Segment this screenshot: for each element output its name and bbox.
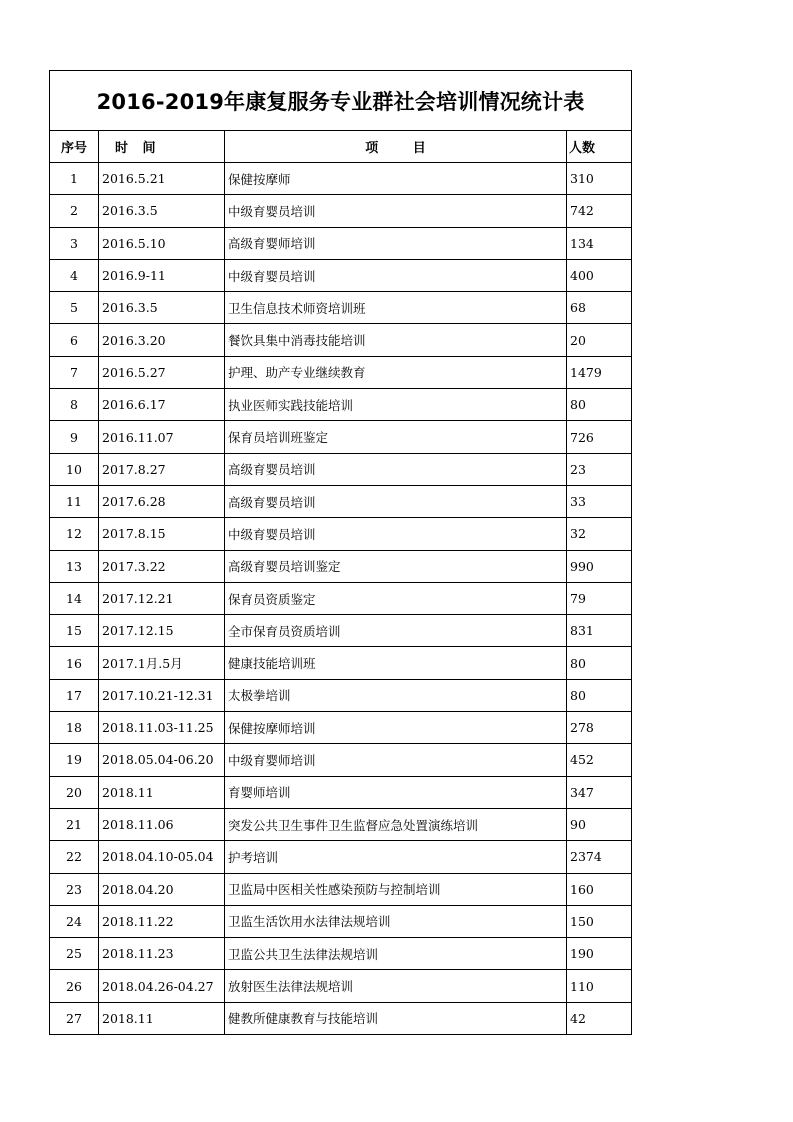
table-row xyxy=(50,647,632,679)
cell-date: 2017.3.22 xyxy=(99,550,225,582)
cell-item: 卫监公共卫生法律法规培训 xyxy=(225,938,567,970)
cell-date: 2018.11 xyxy=(99,1002,225,1034)
table-row xyxy=(50,841,632,873)
header-count: 人数 xyxy=(567,131,632,163)
table-row xyxy=(50,744,632,776)
cell-date: 2018.04.26-04.27 xyxy=(99,970,225,1002)
cell-item: 太极拳培训 xyxy=(225,679,567,711)
cell-count: 80 xyxy=(567,389,632,421)
cell-no: 13 xyxy=(50,550,99,582)
cell-count: 310 xyxy=(567,163,632,195)
cell-date: 2018.04.20 xyxy=(99,873,225,905)
cell-count: 742 xyxy=(567,195,632,227)
cell-item: 中级育婴员培训 xyxy=(225,195,567,227)
cell-item: 高级育婴师培训 xyxy=(225,227,567,259)
header-row xyxy=(50,131,632,163)
cell-count: 452 xyxy=(567,744,632,776)
table-row xyxy=(50,615,632,647)
cell-no: 21 xyxy=(50,808,99,840)
cell-date: 2016.5.21 xyxy=(99,163,225,195)
cell-no: 11 xyxy=(50,485,99,517)
table-row xyxy=(50,453,632,485)
cell-count: 160 xyxy=(567,873,632,905)
table-row xyxy=(50,227,632,259)
cell-item: 餐饮具集中消毒技能培训 xyxy=(225,324,567,356)
cell-count: 990 xyxy=(567,550,632,582)
cell-count: 33 xyxy=(567,485,632,517)
cell-date: 2016.9-11 xyxy=(99,259,225,291)
table-row xyxy=(50,518,632,550)
cell-count: 1479 xyxy=(567,356,632,388)
table-row xyxy=(50,712,632,744)
cell-date: 2018.05.04-06.20 xyxy=(99,744,225,776)
table-row xyxy=(50,324,632,356)
table-row xyxy=(50,970,632,1002)
cell-item: 保育员培训班鉴定 xyxy=(225,421,567,453)
cell-item: 中级育婴员培训 xyxy=(225,259,567,291)
cell-no: 23 xyxy=(50,873,99,905)
training-statistics-table xyxy=(49,70,632,1035)
cell-no: 15 xyxy=(50,615,99,647)
table-row xyxy=(50,1002,632,1034)
cell-item: 卫监生活饮用水法律法规培训 xyxy=(225,905,567,937)
cell-count: 42 xyxy=(567,1002,632,1034)
cell-no: 27 xyxy=(50,1002,99,1034)
table-row xyxy=(50,421,632,453)
cell-no: 19 xyxy=(50,744,99,776)
cell-date: 2016.3.5 xyxy=(99,195,225,227)
cell-count: 150 xyxy=(567,905,632,937)
cell-no: 16 xyxy=(50,647,99,679)
cell-no: 6 xyxy=(50,324,99,356)
cell-date: 2018.11.22 xyxy=(99,905,225,937)
cell-date: 2016.5.27 xyxy=(99,356,225,388)
cell-count: 278 xyxy=(567,712,632,744)
cell-count: 190 xyxy=(567,938,632,970)
cell-item: 执业医师实践技能培训 xyxy=(225,389,567,421)
cell-item: 护理、助产专业继续教育 xyxy=(225,356,567,388)
table-row xyxy=(50,776,632,808)
cell-count: 80 xyxy=(567,679,632,711)
cell-item: 健教所健康教育与技能培训 xyxy=(225,1002,567,1034)
cell-no: 3 xyxy=(50,227,99,259)
header-date: 时 间 xyxy=(99,131,225,163)
cell-item: 突发公共卫生事件卫生监督应急处置演练培训 xyxy=(225,808,567,840)
cell-count: 80 xyxy=(567,647,632,679)
cell-item: 护考培训 xyxy=(225,841,567,873)
cell-date: 2018.11.06 xyxy=(99,808,225,840)
cell-count: 90 xyxy=(567,808,632,840)
cell-date: 2016.5.10 xyxy=(99,227,225,259)
table-row xyxy=(50,259,632,291)
title-row xyxy=(50,71,632,131)
cell-date: 2016.3.20 xyxy=(99,324,225,356)
cell-no: 20 xyxy=(50,776,99,808)
cell-item: 育婴师培训 xyxy=(225,776,567,808)
cell-date: 2017.10.21-12.31 xyxy=(99,679,225,711)
table-row xyxy=(50,389,632,421)
table-row xyxy=(50,550,632,582)
header-no: 序号 xyxy=(50,131,99,163)
cell-date: 2017.12.21 xyxy=(99,582,225,614)
cell-count: 110 xyxy=(567,970,632,1002)
cell-no: 26 xyxy=(50,970,99,1002)
cell-count: 134 xyxy=(567,227,632,259)
header-item: 项 目 xyxy=(225,131,567,163)
cell-no: 4 xyxy=(50,259,99,291)
cell-count: 32 xyxy=(567,518,632,550)
cell-item: 高级育婴员培训 xyxy=(225,453,567,485)
cell-item: 卫生信息技术师资培训班 xyxy=(225,292,567,324)
cell-count: 68 xyxy=(567,292,632,324)
table-row xyxy=(50,292,632,324)
cell-item: 健康技能培训班 xyxy=(225,647,567,679)
cell-no: 24 xyxy=(50,905,99,937)
cell-item: 全市保育员资质培训 xyxy=(225,615,567,647)
cell-item: 中级育婴师培训 xyxy=(225,744,567,776)
cell-date: 2018.04.10-05.04 xyxy=(99,841,225,873)
cell-count: 347 xyxy=(567,776,632,808)
cell-count: 79 xyxy=(567,582,632,614)
cell-no: 25 xyxy=(50,938,99,970)
cell-no: 7 xyxy=(50,356,99,388)
cell-count: 20 xyxy=(567,324,632,356)
cell-item: 高级育婴员培训鉴定 xyxy=(225,550,567,582)
cell-date: 2018.11 xyxy=(99,776,225,808)
cell-item: 保健按摩师 xyxy=(225,163,567,195)
cell-no: 17 xyxy=(50,679,99,711)
cell-count: 2374 xyxy=(567,841,632,873)
table-row xyxy=(50,195,632,227)
table-row xyxy=(50,356,632,388)
cell-date: 2017.12.15 xyxy=(99,615,225,647)
table-row xyxy=(50,938,632,970)
cell-date: 2017.8.27 xyxy=(99,453,225,485)
cell-date: 2018.11.03-11.25 xyxy=(99,712,225,744)
cell-no: 1 xyxy=(50,163,99,195)
cell-no: 12 xyxy=(50,518,99,550)
table-row xyxy=(50,808,632,840)
table-title: 2016-2019年康复服务专业群社会培训情况统计表 xyxy=(50,71,632,131)
cell-no: 22 xyxy=(50,841,99,873)
cell-item: 卫监局中医相关性感染预防与控制培训 xyxy=(225,873,567,905)
cell-count: 400 xyxy=(567,259,632,291)
table-row xyxy=(50,582,632,614)
cell-date: 2017.8.15 xyxy=(99,518,225,550)
cell-date: 2017.1月.5月 xyxy=(99,647,225,679)
cell-no: 8 xyxy=(50,389,99,421)
cell-date: 2018.11.23 xyxy=(99,938,225,970)
cell-no: 5 xyxy=(50,292,99,324)
cell-item: 中级育婴员培训 xyxy=(225,518,567,550)
cell-count: 831 xyxy=(567,615,632,647)
cell-no: 9 xyxy=(50,421,99,453)
cell-no: 14 xyxy=(50,582,99,614)
cell-no: 2 xyxy=(50,195,99,227)
cell-no: 18 xyxy=(50,712,99,744)
table-body xyxy=(50,163,632,1035)
cell-item: 高级育婴员培训 xyxy=(225,485,567,517)
table-row xyxy=(50,163,632,195)
cell-date: 2017.6.28 xyxy=(99,485,225,517)
cell-count: 726 xyxy=(567,421,632,453)
table-row xyxy=(50,679,632,711)
cell-date: 2016.3.5 xyxy=(99,292,225,324)
cell-item: 放射医生法律法规培训 xyxy=(225,970,567,1002)
cell-item: 保育员资质鉴定 xyxy=(225,582,567,614)
table-row xyxy=(50,485,632,517)
cell-no: 10 xyxy=(50,453,99,485)
table-row xyxy=(50,873,632,905)
table-row xyxy=(50,905,632,937)
cell-item: 保健按摩师培训 xyxy=(225,712,567,744)
cell-date: 2016.6.17 xyxy=(99,389,225,421)
cell-date: 2016.11.07 xyxy=(99,421,225,453)
cell-count: 23 xyxy=(567,453,632,485)
